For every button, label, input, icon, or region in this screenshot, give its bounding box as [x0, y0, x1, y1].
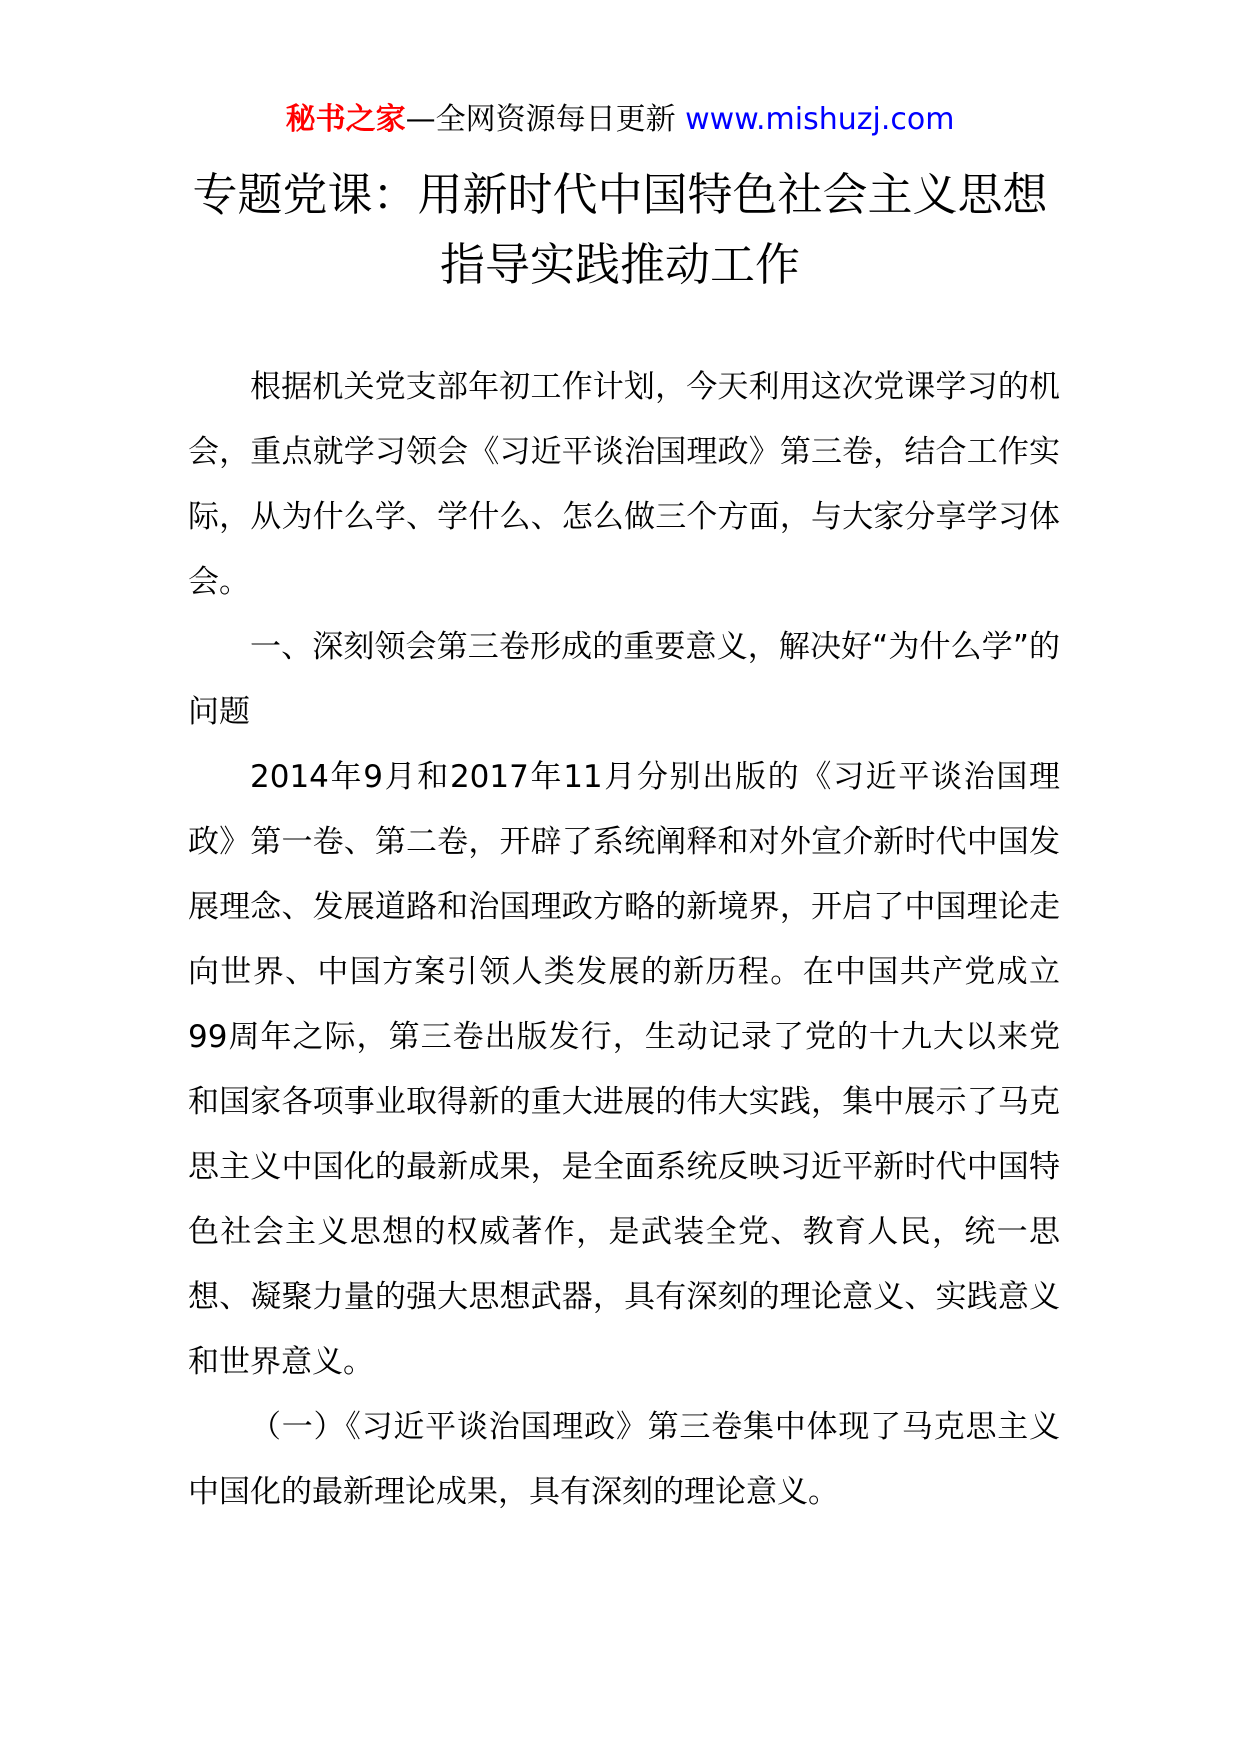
site-header: [0, 100, 1240, 140]
subsection-heading-1: （一）《习近平谈治国理政》第三卷集中体现了马克思主义中国化的最新理论成果，具有深刻的理论意义。: [188, 1409, 1060, 1510]
document-body: [188, 355, 1060, 1525]
section-heading-1: 一、深刻领会第三卷形成的重要意义，解决好“为什么学”的问题: [188, 629, 1060, 730]
site-url-link[interactable]: www.mishuzj.com: [685, 102, 955, 137]
document-title: 专题党课：用新时代中国特色社会主义思想指导实践推动工作: [192, 168, 1048, 291]
section-1-paragraph: 2014年9月和2017年11月分别出版的《习近平谈治国理政》第一卷、第二卷，开辟了系统阐释和对外宣介新时代中国发展理念、发展道路和治国理政方略的新境界，开启了中国理论走向世界、中国方案引领人类发展的新历程。在中国共产党成立99周年之际，第三卷出版发行，生动记录了党的十九大以来党和国家各项事业取得新的重大进展的伟大实践，集中展示了马克思主义中国化的最新成果，是全面系统反映习近平新时代中国特色社会主义思想的权威著作，是武装全党、教育人民，统一思想、凝聚力量的强大思想武器，具有深刻的理论意义、实践意义和世界意义。: [188, 759, 1060, 1380]
site-brand: 秘书之家: [285, 102, 406, 137]
site-tagline: —全网资源每日更新: [405, 102, 686, 137]
intro-paragraph: 根据机关党支部年初工作计划，今天利用这次党课学习的机会，重点就学习领会《习近平谈治国理政》第三卷，结合工作实际，从为什么学、学什么、怎么做三个方面，与大家分享学习体会。: [188, 369, 1060, 600]
